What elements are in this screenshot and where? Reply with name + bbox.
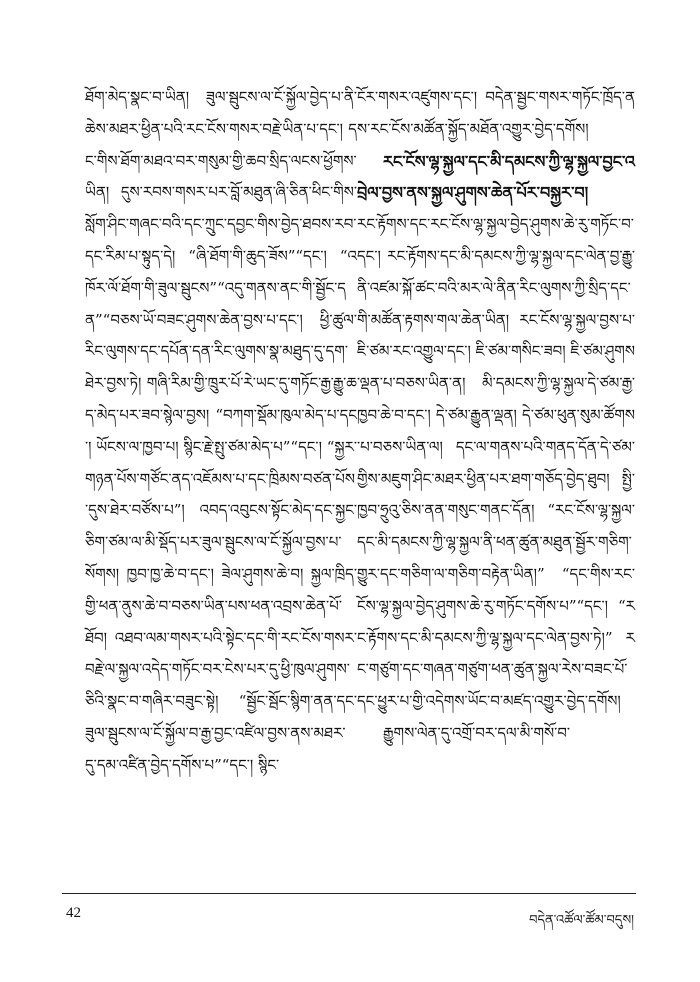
right-column <box>357 82 635 750</box>
right-column-intro: ངོར་གསར་འཛུགས་དང་། བདེན་སྦྱང་གསར་གཏོང་ཁྲོད་ནས་རང་ངོས་མཚོན་སྐྱོད་མཐོན་འགྱུར་བྱེད་དགོས། <box>357 88 635 138</box>
left-column-text: ཐོག་མེད་སྣང་བ་ཡིན། ཟུལ་སྦུངས་ལ་ངོ་སྐྱོལ་བྱེད་པ་ནི་ཆེས་མཐར་ཕྱིན་པའི་རང་ངོས་གསར་བརྗེ་ཡིན་པ་དང་། དང་གིས་ཐོག་མཐའ་བར་གསུམ་གྱི་ཆབ་སྲིད་ལངས་ཕྱོགས་ཡིན། དུས་རབས་གསར་པར་བློ་མཐུན་ཞི་ཅིན་ཕིང་གིས་སློག་ཤིང་གཞང་བའི་དང་ཀྲུང་དབྱང་གིས་བྱེད་ཐབས་རབ་དང་རིམ་པ་སྟུད་དེ། “ཞི་ཐོག་གི་ཆུད་ཟོས”“དང་། “འཁོར་ལོ་ཐོག་གི་ཟུལ་སྦུངས”“འདུ་གནས་ནང་གི་སྦྱོང་དན”“བཅས་ཡོ་བཟང་ཤུགས་ཆེན་བྱས་པ་དང་། ཕྱི་ཚུལ་རིང་ལུགས་དང་དཔོན་དན་རིང་ལུགས་སྣ་མཐུད་དུ་དག་ཐེར་བྱས་ཏེ། གཞི་རིམ་གྱི་ཁྲུར་པོ་རེ་ཡང་དུ་གཏོང་རྒྱ་རྒྱུ་ཆད་མེད་པར་ཟབ་སྙེལ་བྱས། “བཀག་སྡོམ་ཁུལ་མེད་པ་དང་། ཡོངས་ལ་ཁྱབ་པ། སྙིང་རྗེ་སྤུ་ཙམ་མེད་པ”“དང་། “སྐྱར་གཉན་པོས་གཙོང་ནད་འཇོམས་པ་དང་ཁྲིམས་བཙན་པོས་དུས་ཐེར་བཙོས་པ”། འབད་འབུངས་སྟོང་མེད་དང་སྐྱང་ཅིག་ཙམ་ལ་མི་སྡོད་པར་ཟུལ་སྦུངས་ལ་ངོ་སྐྱོལ་བྱས་པ་སོགས། ཁྱབ་ཁྱ་ཆེ་བ་དང་། ཟེལ་ཤུགས་ཆེ་བ། སྐྱལ་ཁྲིད་གྱི་ཕན་ནུས་ཆེ་བ་བཅས་ཡིན་པས་ཕན་འབྲས་ཆེན་པོ་ཐོབ། འཐབ་ལམ་གསར་པའི་སྟེང་དང་གི་རང་ངོས་གསར་བརྗེ་ལ་སྐྱལ་འདེད་གཏོང་བར་ངེས་པར་དུ་ཕྱི་ཁུལ་ཤུགས་ཅིའི་སྣང་བ་གཞིར་བཟུང་སྟེ། “སྦྱོང་སྦོང་སྙིག་ནན་དང་ཟུལ་སྦུངས་ལ་ངོ་སྐྱོལ་བ་རྒྱ་བྱང་འཛིལ་བྱས་ནས་མཐར་དུ་དམ་འཛིན་བྱེད་དགོས་པ”“དང་། སྙིང་ <box>85 88 357 774</box>
section-heading: རང་ངོས་ལྷ་སྐྱལ་དང་མི་དམངས་ཀྱི་ལྷ་སྐྱལ་བྱང་འབྲེལ་བྱས་ནས་སྐྱལ་ཤུགས་ཆེན་པོར་བསྐྱར་བ། <box>357 151 635 203</box>
page-number: 42 <box>66 905 81 921</box>
right-column-tail: རྒྱུགས་ལེན་དུ་འགྲོ་བར་དལ་མི་གསོ་བ་ <box>383 723 571 742</box>
footer-rule <box>62 893 636 894</box>
left-column <box>85 82 357 782</box>
running-title: བདེན་འཚོལ་ཚོམ་བདུས། <box>529 913 634 928</box>
right-column-body: རང་རྟོགས་དང་རང་ངོས་ལྷ་སྐྱལ་བྱེད་ཤུགས་ཆེ་རུ་གཏོང་བ་དང་། རང་རྟོགས་དང་མི་དམངས་ཀྱི་ལྷ་སྐྱལ་དང་ལེན་བྱ་རྒྱུ་ནི་འཛམ་སྐོ་ཚང་བའི་མར་ལེ་ནིན་རིང་ལུགས་ཀྱི་སྲིད་དང་གི་མཚོན་རྟགས་གལ་ཆེན་ཡིན། རང་ངོས་ལྷ་སྐྱལ་བྱས་པ་ཇི་ཙམ་རང་འགྱུལ་དང་། ཇི་ཙམ་གསིང་ཟབ། ཇི་ཙམ་ཤུགས་ལྡན་པ་བཅས་ཡིན་ན། མི་དམངས་ཀྱི་ལྷ་སྐྱལ་དེ་ཙམ་རྒྱ་ཁྱབ་ཆེ་བ་དང་། དེ་ཙམ་རྒྱུན་ལྡན། དེ་ཙམ་ཕུན་སུམ་ཚོགས་པ་བཅས་ཡིན་ལ། དང་ལ་གནས་པའི་གནད་དོན་དེ་ཙམ་གྱིས་མཇུག་ཤིང་མཐར་ཕྱིན་པར་ཐག་གཅོད་བྱེད་ཐུབ། སྤྱི་ཁྱབ་ཧྲུའུ་ཅིས་ནན་གསུང་གནང་དོན། “རང་ངོས་ལྷ་སྐྱལ་དང་མི་དམངས་ཀྱི་ལྷ་སྐྱལ་ནི་ཕན་ཚུན་མཐུན་སྦྱོར་གཅིག་གྱུར་དང་གཅིག་ལ་གཅིག་བརྟེན་ཡིན།” “དང་གིས་རང་ངོས་ལྷ་སྐྱལ་བྱེད་ཤུགས་ཆེ་རུ་གཏོང་དགོས་པ”“དང་། “རང་རྟོགས་དང་མི་དམངས་ཀྱི་ལྷ་སྐྱལ་དང་ལེན་བྱས་ཏེ།” རང་གཙུག་དང་གཞན་གཙུག་ཕན་ཚུན་སྐྱལ་རེས་བཟང་པོ་དང་ཕྱུར་པ་གྱི་འདེགས་ཡོང་བ་མཛད་འགྱུར་བྱེད་དགོས། <box>357 215 635 711</box>
